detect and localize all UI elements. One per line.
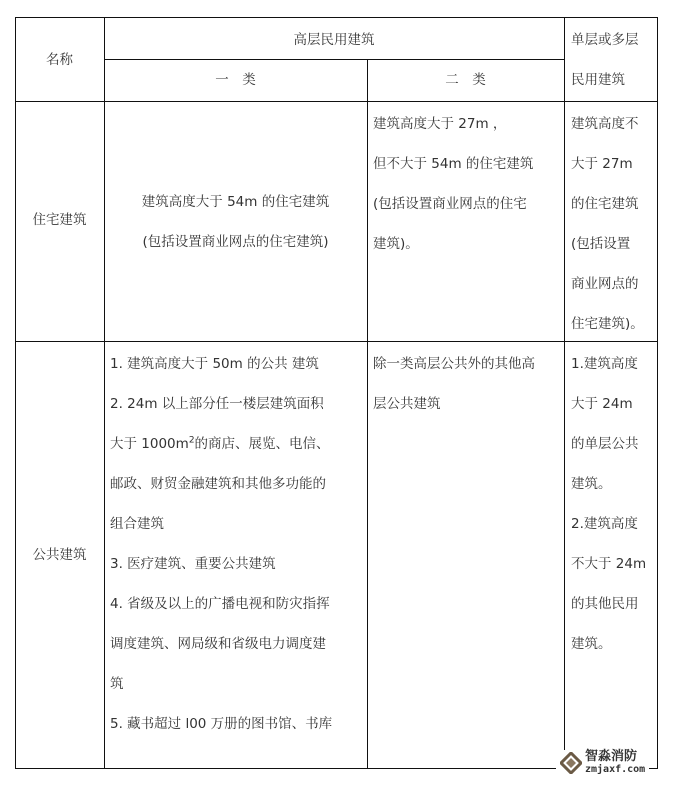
cell-line: 3. 医疗建筑、重要公共建筑 — [110, 556, 276, 572]
table-border — [15, 17, 16, 769]
cell-line: 建筑。 — [571, 636, 612, 652]
cell-line: 层公共建筑 — [373, 396, 441, 412]
table-border — [657, 17, 658, 769]
cell-line: 建筑)。 — [373, 236, 419, 252]
cell-line: (包括设置 — [571, 236, 631, 252]
cell-line: 商业网点的 — [571, 276, 639, 292]
row-residential-low-rise — [571, 104, 644, 344]
cell-line: 2. 24m 以上部分任一楼层建筑面积 — [110, 396, 324, 412]
table-border — [104, 17, 105, 769]
header-line: 单层或多层 — [571, 32, 639, 48]
cell-line: 不大于 24m — [571, 556, 647, 572]
table-border — [15, 17, 658, 18]
watermark-name: 智淼消防 — [585, 749, 638, 764]
watermark-logo-icon — [560, 752, 582, 774]
header-low-rise — [571, 20, 639, 100]
cell-line: 调度建筑、网局级和省级电力调度建 — [110, 636, 326, 652]
cell-line: 住宅建筑)。 — [571, 316, 644, 332]
cell-line: 的单层公共 — [571, 436, 639, 452]
cell-line: 组合建筑 — [110, 516, 164, 532]
cell-line: 1. 建筑高度大于 50m 的公共 建筑 — [110, 356, 319, 372]
cell-line: 建筑高度大于 54m 的住宅建筑 — [141, 194, 330, 210]
cell-line: 建筑。 — [571, 476, 612, 492]
row-public-low-rise — [571, 344, 646, 664]
row-public-class2 — [373, 344, 535, 424]
cell-line: 大于 24m — [571, 396, 633, 412]
cell-line: 1.建筑高度 — [571, 356, 638, 372]
cell-line: 但不大于 54m 的住宅建筑 — [373, 156, 534, 172]
text: 大于 1000m — [110, 436, 189, 452]
header-class2: 二 类 — [445, 72, 486, 88]
table-border — [15, 341, 658, 342]
cell-line — [110, 424, 332, 464]
row-residential-class2 — [373, 104, 533, 264]
row-residential-class1 — [104, 182, 367, 262]
cell-line: 2.建筑高度 — [571, 516, 638, 532]
header-name: 名称 — [46, 52, 73, 68]
cell-line: (包括设置商业网点的住宅建筑) — [142, 234, 329, 250]
cell-line: 邮政、财贸金融建筑和其他多功能的 — [110, 476, 326, 492]
cell-line: 的其他民用 — [571, 596, 639, 612]
cell-line: 4. 省级及以上的广播电视和防灾指挥 — [110, 596, 330, 612]
row-public-class1 — [110, 344, 332, 744]
cell-line: 建筑高度不 — [571, 116, 639, 132]
cell-line: 建筑高度大于 27m ， — [373, 116, 507, 132]
cell-line: (包括设置商业网点的住宅 — [373, 196, 527, 212]
cell-line: 5. 藏书超过 l00 万册的图书馆、书库 — [110, 716, 333, 732]
text: 的商店、展览、电信、 — [194, 436, 330, 452]
watermark — [556, 750, 649, 776]
cell-line: 筑 — [110, 676, 124, 692]
table-border — [15, 101, 658, 102]
cell-line: 除一类高层公共外的其他高 — [373, 356, 535, 372]
table-border — [564, 17, 565, 768]
row-residential-name: 住宅建筑 — [32, 212, 87, 228]
superscript: 2 — [188, 435, 195, 446]
header-line: 民用建筑 — [571, 72, 625, 88]
header-class1: 一 类 — [215, 72, 256, 88]
header-high-rise: 高层民用建筑 — [293, 32, 375, 48]
row-public-name: 公共建筑 — [32, 547, 87, 563]
cell-line: 的住宅建筑 — [571, 196, 639, 212]
cell-line: 大于 27m — [571, 156, 633, 172]
watermark-url: zmjaxf.com — [585, 764, 646, 775]
table-border — [367, 59, 368, 768]
